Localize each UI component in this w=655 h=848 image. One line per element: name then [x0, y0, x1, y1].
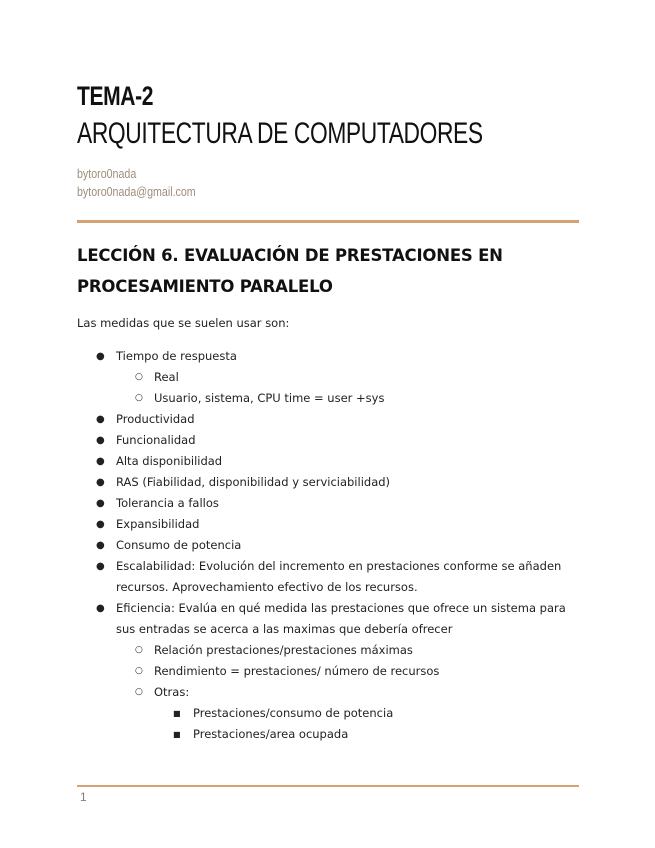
bullet-icon: ●	[96, 351, 105, 362]
list-item	[0, 682, 655, 703]
document-title: TEMA-2	[77, 81, 154, 111]
list-item-text: Funcionalidad	[116, 433, 196, 447]
list-item	[0, 556, 655, 598]
list-item-text: RAS (Fiabilidad, disponibilidad y serviciabilidad)	[116, 475, 391, 489]
list-item	[0, 451, 655, 472]
list-item-text: Prestaciones/area ocupada	[193, 727, 349, 741]
list-item-text: Usuario, sistema, CPU time = user +sys	[154, 391, 385, 405]
list-item	[0, 703, 655, 724]
circle-bullet-icon: ○	[135, 645, 143, 655]
measures-list	[0, 346, 655, 745]
footer-divider	[77, 785, 579, 787]
list-item-text: Productividad	[116, 412, 195, 426]
list-item	[0, 388, 655, 409]
list-item-text: Rendimiento = prestaciones/ número de recursos	[154, 664, 440, 678]
bullet-icon: ●	[96, 456, 105, 467]
list-item-text: Prestaciones/consumo de potencia	[193, 706, 394, 720]
list-item	[0, 724, 655, 745]
header-divider	[77, 220, 579, 223]
bullet-icon: ●	[96, 414, 105, 425]
list-item	[0, 409, 655, 430]
list-item	[0, 472, 655, 493]
list-item	[0, 367, 655, 388]
list-item-text: Alta disponibilidad	[116, 454, 223, 468]
bullet-icon: ●	[96, 603, 105, 614]
list-item-text: Escalabilidad: Evolución del incremento en prestaciones conforme se añaden recursos. Aprovechamiento efectivo de los recursos.	[116, 559, 562, 594]
circle-bullet-icon: ○	[135, 666, 143, 676]
list-item-text: Consumo de potencia	[116, 538, 242, 552]
list-item-text: Otras:	[154, 685, 190, 699]
list-item	[0, 661, 655, 682]
bullet-icon: ●	[96, 519, 105, 530]
square-bullet-icon: ■	[173, 730, 181, 739]
list-item	[0, 598, 655, 640]
intro-paragraph: Las medidas que se suelen usar son:	[77, 316, 290, 330]
circle-bullet-icon: ○	[135, 372, 143, 382]
list-item-text: Expansibilidad	[116, 517, 200, 531]
bullet-icon: ●	[96, 435, 105, 446]
document-subtitle: ARQUITECTURA DE COMPUTADORES	[77, 117, 483, 150]
list-item	[0, 514, 655, 535]
list-item-text: Tiempo de respuesta	[116, 349, 237, 363]
list-item-text: Relación prestaciones/prestaciones máximas	[154, 643, 413, 657]
list-item	[0, 535, 655, 556]
list-item-text: Tolerancia a fallos	[116, 496, 219, 510]
list-item-text: Eficiencia: Evalúa en qué medida las prestaciones que ofrece un sistema para sus entradas se acerca a las maximas que debería ofrecer	[116, 601, 566, 636]
circle-bullet-icon: ○	[135, 393, 143, 403]
circle-bullet-icon: ○	[135, 687, 143, 697]
bullet-icon: ●	[96, 540, 105, 551]
list-item	[0, 640, 655, 661]
section-heading: LECCIÓN 6. EVALUACIÓN DE PRESTACIONES EN PROCESAMIENTO PARALELO	[77, 246, 503, 296]
list-item	[0, 493, 655, 514]
author-email: bytoro0nada@gmail.com	[77, 184, 196, 199]
bullet-icon: ●	[96, 561, 105, 572]
bullet-icon: ●	[96, 498, 105, 509]
list-item	[0, 430, 655, 451]
list-item	[0, 346, 655, 367]
list-item-text: Real	[154, 370, 179, 384]
page-number: 1	[80, 790, 87, 804]
bullet-icon: ●	[96, 477, 105, 488]
author-name: bytoro0nada	[77, 166, 137, 181]
square-bullet-icon: ■	[173, 709, 181, 718]
